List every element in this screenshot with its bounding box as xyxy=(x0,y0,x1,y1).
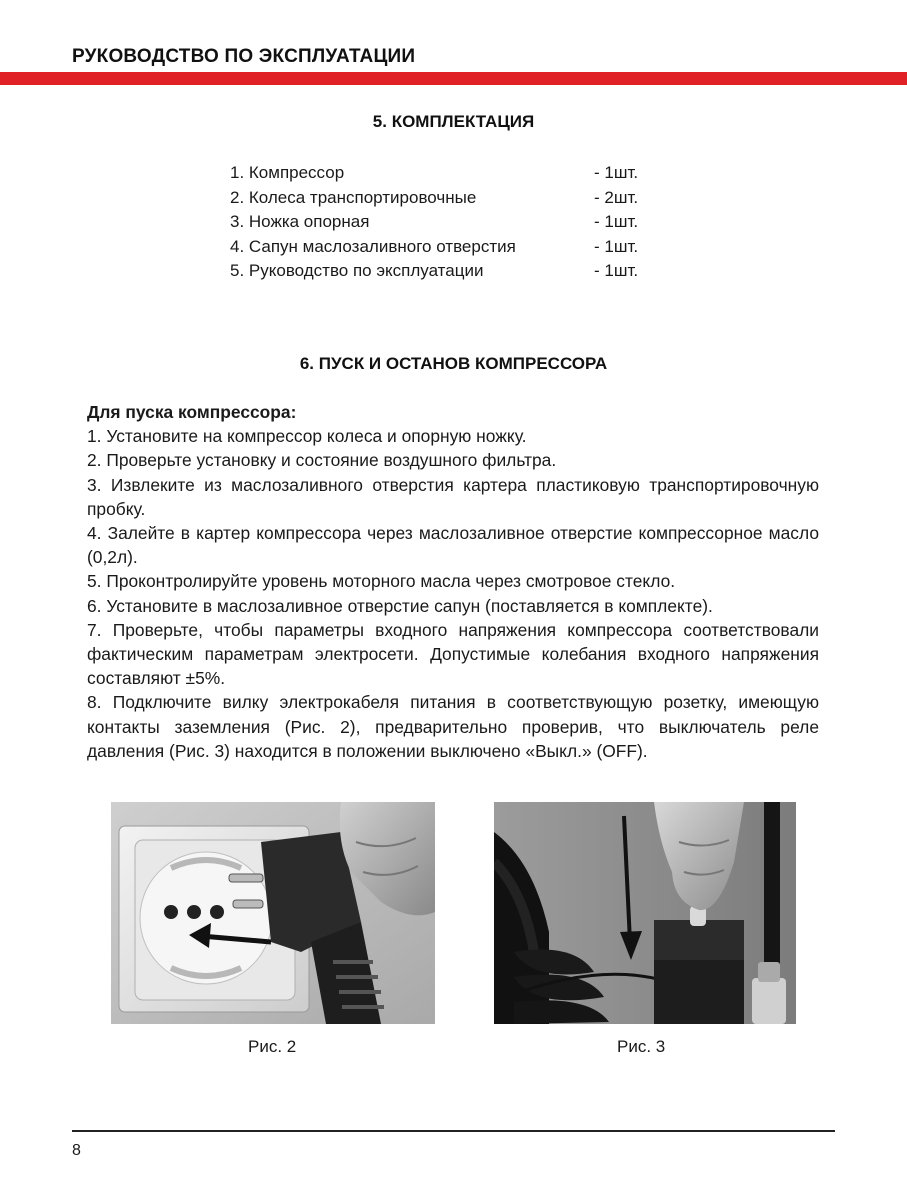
kit-item-name: 3. Ножка опорная xyxy=(230,212,370,231)
running-header: РУКОВОДСТВО ПО ЭКСПЛУАТАЦИИ xyxy=(72,46,416,67)
kit-item xyxy=(230,210,670,235)
step-item: 8. Подключите вилку электрокабеля питания в соответствующую розетку, имеющую контакты заземления (Рис. 2), предварительно проверив, что выключатель реле давления (Рис. 3) находится в положении выключено «Выкл.» (OFF). xyxy=(87,692,819,761)
section-5-title: 5. КОМПЛЕКТАЦИЯ xyxy=(372,112,535,131)
kit-item-name: 1. Компрессор xyxy=(230,163,345,182)
plug-socket-image xyxy=(111,802,435,1024)
kit-item-qty: - 1шт. xyxy=(594,163,639,182)
step-item: 2. Проверьте установку и состояние воздушного фильтра. xyxy=(87,450,557,471)
kit-item-qty: - 2шт. xyxy=(594,187,639,207)
figure-2-caption: Рис. 2 xyxy=(248,1037,297,1056)
figure-3-caption: Рис. 3 xyxy=(617,1037,666,1056)
startup-instructions xyxy=(87,400,819,763)
step-item: 6. Установите в маслозаливное отверстие сапун (поставляется в комплекте). xyxy=(87,595,713,616)
kit-item-qty: - 1шт. xyxy=(594,261,639,280)
kit-item-name: 5. Руководство по эксплуатации xyxy=(230,261,484,280)
step-item: 1. Установите на компрессор колеса и опорную ножку. xyxy=(87,426,527,447)
kit-item-name: 2. Колеса транспортировочные xyxy=(230,187,477,207)
pressure-switch-image xyxy=(494,802,796,1024)
kit-item xyxy=(230,235,670,260)
header-accent-bar xyxy=(0,72,907,85)
startup-subtitle: Для пуска компрессора: xyxy=(87,402,297,422)
step-item: 4. Залейте в картер компрессора через маслозаливное отверстие компрессорное масло (0,2л). xyxy=(87,523,819,568)
step-item: 5. Проконтролируйте уровень моторного масла через смотровое стекло. xyxy=(87,571,676,592)
step-item: 7. Проверьте, чтобы параметры входного напряжения компрессора соответствовали фактическим параметрам электросети. Допустимые колебания входного напряжения составляют ±5%. xyxy=(87,619,819,689)
footer-divider xyxy=(72,1130,835,1132)
section-6-title: 6. ПУСК И ОСТАНОВ КОМПРЕССОРА xyxy=(299,354,608,373)
kit-item xyxy=(230,161,670,186)
figure-2-photo xyxy=(111,802,435,1024)
kit-item-qty: - 1шт. xyxy=(594,236,639,256)
figure-3-photo xyxy=(494,802,796,1024)
kit-item-name: 4. Сапун маслозаливного отверстия xyxy=(230,236,516,256)
page-number: 8 xyxy=(72,1142,81,1159)
step-item: 3. Извлеките из маслозаливного отверстия картера пластиковую транспортировочную пробку. xyxy=(87,474,819,519)
kit-item-qty: - 1шт. xyxy=(594,212,639,231)
kit-item xyxy=(230,259,670,284)
kit-list xyxy=(230,161,670,284)
kit-item xyxy=(230,186,670,211)
